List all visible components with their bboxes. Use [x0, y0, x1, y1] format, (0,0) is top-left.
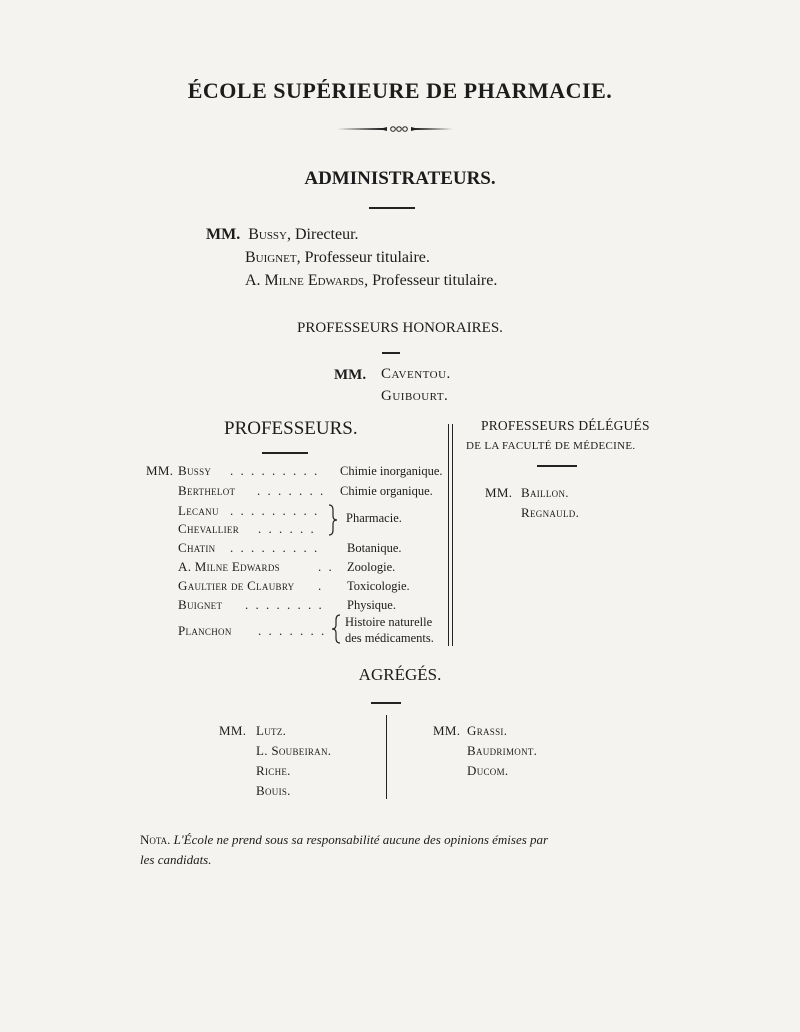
nota-label: Nota. [140, 832, 171, 847]
professor-subject: des médicaments. [345, 631, 434, 645]
administrator-name: A. Milne Edwards [245, 272, 365, 289]
delegate-name: Regnauld. [521, 505, 580, 520]
agrege-name: Riche. [256, 763, 291, 778]
leader-dots: . . . . . . . . . [230, 463, 320, 478]
mm-prefix: MM. [433, 723, 461, 738]
column-divider [386, 715, 387, 799]
leader-dots: . . . . . . . [258, 623, 327, 638]
nota-line [140, 852, 212, 868]
agrege-name: Lutz. [256, 723, 287, 738]
administrator-name: Buignet [245, 249, 297, 266]
professor-name: Buignet [178, 597, 223, 612]
honorary-name: Guibourt. [381, 388, 449, 404]
professor-name: Chatin [178, 540, 216, 555]
professor-name: Lecanu [178, 503, 219, 518]
mm-prefix: MM. [219, 723, 247, 738]
brace-icon [330, 614, 342, 644]
agrege-name: Bouis. [256, 783, 291, 798]
professor-subject: Physique. [347, 598, 396, 612]
administrator-line [245, 272, 497, 290]
professors-title: PROFESSEURS. [224, 418, 358, 439]
agrege-name: Baudrimont. [467, 743, 538, 758]
leader-dots: . . . . . . . [257, 483, 326, 498]
administrator-name: Bussy [248, 226, 287, 243]
leader-dots: . . . . . . . . . [230, 540, 320, 555]
mm-prefix: MM. [334, 367, 367, 383]
mm-prefix: MM. [146, 463, 174, 478]
honorary-name: Caventou. [381, 366, 451, 382]
agrege-name: Ducom. [467, 763, 509, 778]
section-rule [537, 465, 577, 467]
administrator-line [206, 226, 359, 244]
professor-subject: Toxicologie. [347, 579, 410, 593]
column-divider [448, 424, 449, 646]
professor-subject: Histoire naturelle [345, 615, 433, 629]
honorary-title: PROFESSEURS HONORAIRES. [297, 320, 503, 336]
leader-dots: . . . . . . [258, 521, 316, 536]
ornament-divider [335, 121, 455, 135]
nota-line [140, 832, 548, 848]
professor-name: A. Milne Edwards [178, 559, 280, 574]
leader-dots: . . . . . . . . [245, 597, 324, 612]
professor-name: Berthelot [178, 483, 236, 498]
administrator-role: , Professeur titulaire. [364, 272, 498, 289]
delegate-name: Baillon. [521, 485, 569, 500]
administrator-role: , Professeur titulaire. [296, 249, 430, 266]
professor-name: Planchon [178, 623, 232, 638]
professor-name: Chevallier [178, 521, 239, 536]
brace-icon [326, 504, 340, 536]
section-rule [262, 452, 308, 454]
delegates-subtitle: DE LA FACULTÉ DE MÉDECINE. [466, 440, 636, 452]
professor-subject: Chimie organique. [340, 484, 433, 498]
section-rule [369, 207, 415, 209]
leader-dots: . . . . . . . . . [230, 503, 320, 518]
administrators-title: ADMINISTRATEURS. [304, 168, 496, 189]
mm-prefix: MM. [206, 226, 241, 243]
leader-dots: . [318, 578, 324, 593]
delegates-title: PROFESSEURS DÉLÉGUÉS [481, 418, 650, 433]
leader-dots: . . [318, 559, 334, 574]
page-title: ÉCOLE SUPÉRIEURE DE PHARMACIE. [187, 78, 613, 103]
professor-name: Gaultier de Claubry [178, 578, 295, 593]
agreges-title: AGRÉGÉS. [358, 665, 442, 684]
agrege-name: Grassi. [467, 723, 508, 738]
nota-text: les candidats. [140, 852, 212, 867]
section-rule [382, 352, 400, 354]
administrator-role: , Directeur. [287, 226, 359, 243]
nota-text: L'École ne prend sous sa responsabilité aucune des opinions émises par [173, 832, 549, 847]
column-divider [452, 424, 453, 646]
administrator-line [245, 249, 430, 267]
professor-subject: Zoologie. [347, 560, 396, 574]
agrege-name: L. Soubeiran. [256, 743, 332, 758]
professor-subject: Pharmacie. [346, 511, 402, 525]
professor-name: Bussy [178, 463, 212, 478]
section-rule [371, 702, 401, 704]
professor-subject: Chimie inorganique. [340, 464, 443, 478]
professor-subject: Botanique. [347, 541, 402, 555]
mm-prefix: MM. [485, 485, 513, 500]
